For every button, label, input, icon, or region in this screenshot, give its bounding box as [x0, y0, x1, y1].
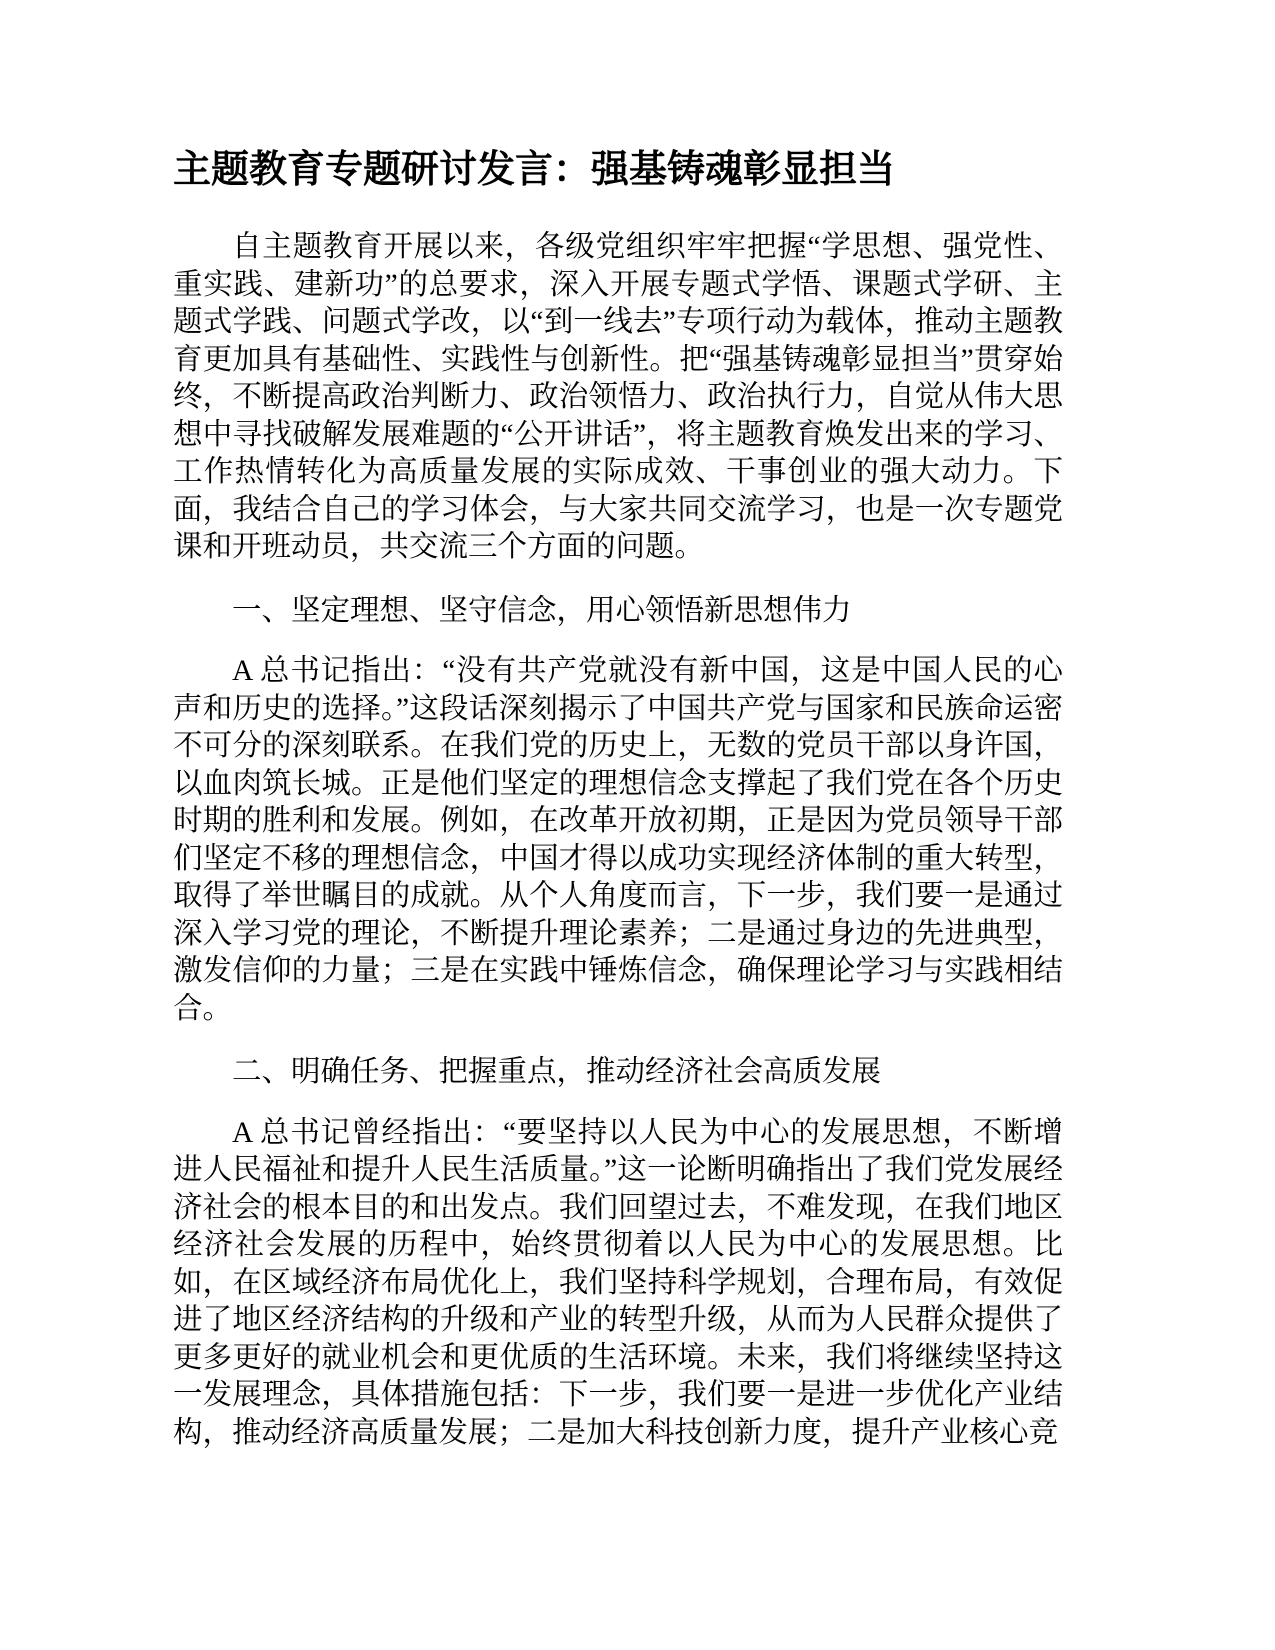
- document-title: 主题教育专题研讨发言：强基铸魂彰显担当: [173, 149, 896, 191]
- section-heading-1: 一、坚定理想、坚守信念，用心领悟新思想伟力: [232, 594, 852, 627]
- paragraph-intro: 自主题教育开展以来，各级党组织牢牢把握“学思想、强党性、重实践、建新功”的总要求，深入开展专题式学悟、课题式学研、主题式学践、问题式学改，以“到一线去”专项行动为载体，推动主题教育更加具有基础性、实践性与创新性。把“强基铸魂彰显担当”贯穿始终，不断提高政治判断力、政治领悟力、政治执行力，自觉从伟大思想中寻找破解发展难题的“公开讲话”，将主题教育焕发出来的学习、工作热情转化为高质量发展的实际成效、干事创业的强大动力。下面，我结合自己的学习体会，与大家共同交流学习，也是一次专题党课和开班动员，共交流三个方面的问题。: [173, 231, 1063, 563]
- section-heading-2: 二、明确任务、把握重点，推动经济社会高质发展: [232, 1056, 882, 1088]
- paragraph-section-2-truncated: A 总书记曾经指出：“要坚持以人民为中心的发展思想，不断增进人民福祉和提升人民生活质量。”这一论断明确指出了我们党发展经济社会的根本目的和出发点。我们回望过去，不难发现，在我们地区经济社会发展的历程中，始终贯彻着以人民为中心的发展思想。比如，在区域经济布局优化上，我们坚持科学规划，合理布局，有效促进了地区经济结构的升级和产业的转型升级，从而为人民群众提供了更多更好的就业机会和更优质的生活环境。未来，我们将继续坚持这一发展理念，具体措施包括：下一步，我们要一是进一步优化产业结构，推动经济高质量发展；二是加大科技创新力度，提升产业核心竞: [173, 1116, 1063, 1449]
- document-content: [173, 145, 1063, 1452]
- paragraph-section-1: A 总书记指出：“没有共产党就没有新中国，这是中国人民的心声和历史的选择。”这段话深刻揭示了中国共产党与国家和民族命运密不可分的深刻联系。在我们党的历史上，无数的党员干部以身许国，以血肉筑长城。正是他们坚定的理想信念支撑起了我们党在各个历史时期的胜利和发展。例如，在改革开放初期，正是因为党员领导干部们坚定不移的理想信念，中国才得以成功实现经济体制的重大转型，取得了举世瞩目的成就。从个人角度而言，下一步，我们要一是通过深入学习党的理论，不断提升理论素养；二是通过身边的先进典型，激发信仰的力量；三是在实践中锤炼信念，确保理论学习与实践相结合。: [173, 655, 1063, 1025]
